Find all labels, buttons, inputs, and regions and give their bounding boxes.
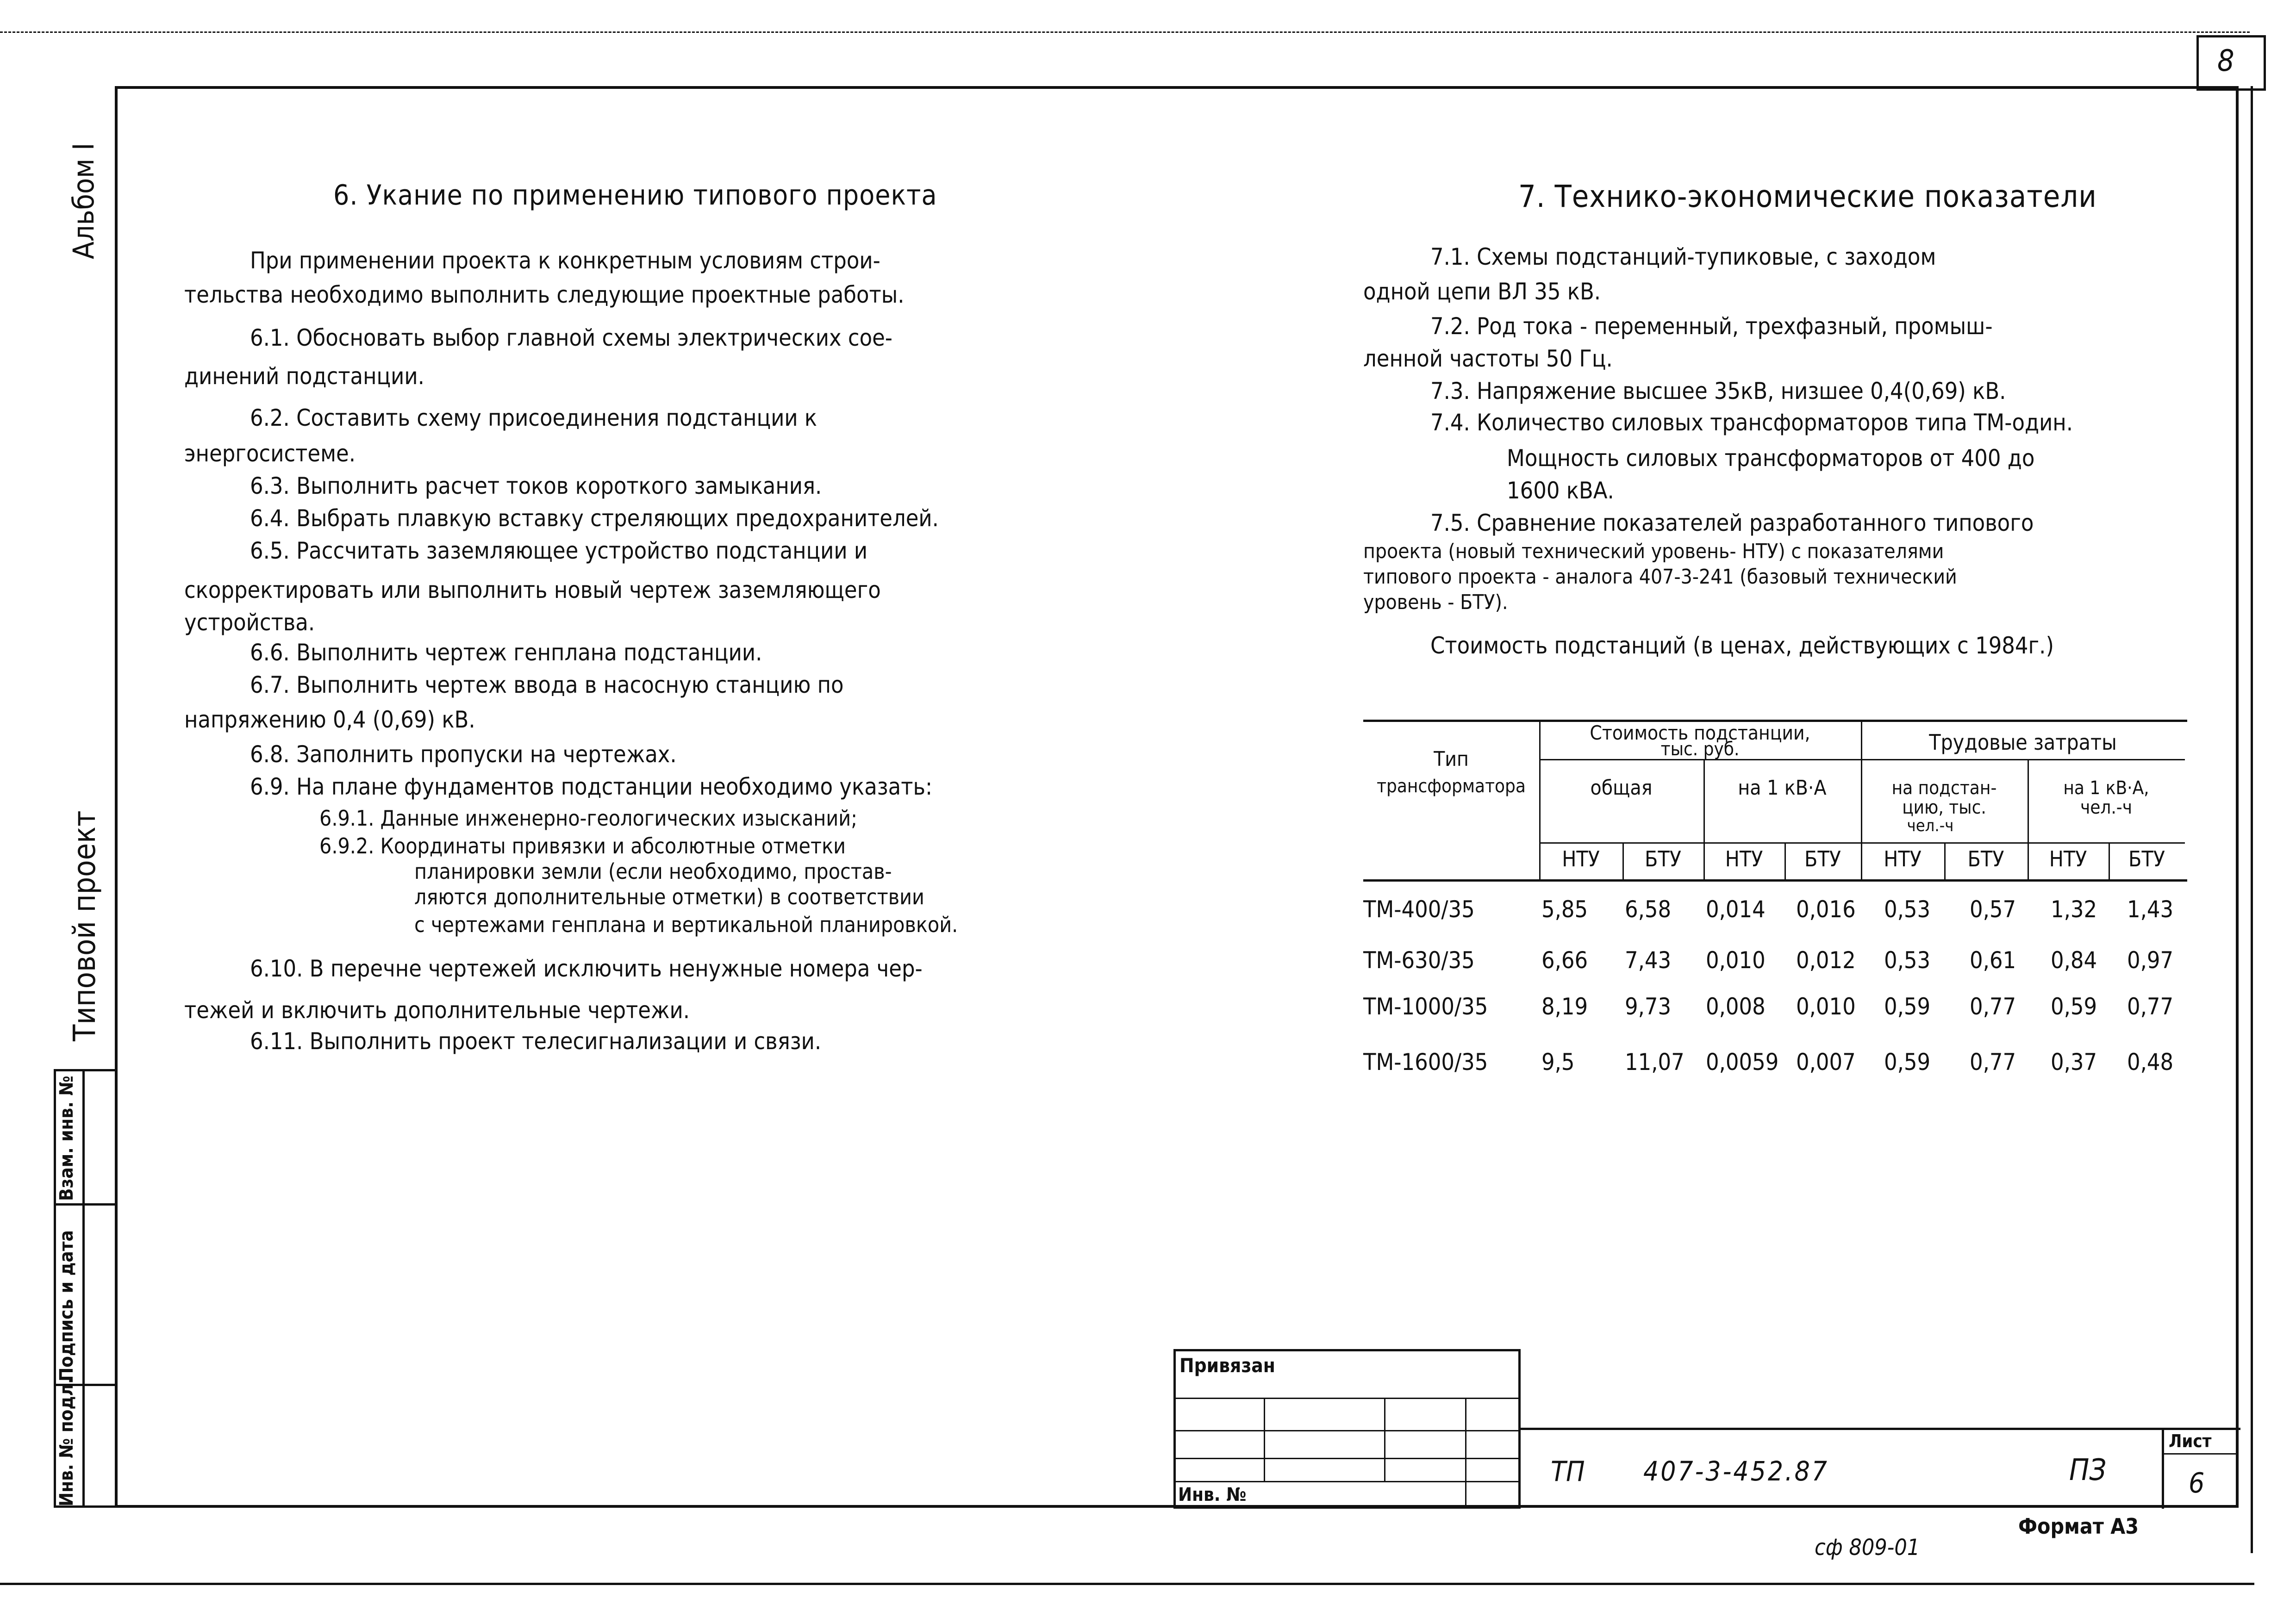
th-cost: Стоимость подстанции, (1590, 721, 1810, 744)
s7-line: Стоимость подстанций (в ценах, действующих с 1984г.) (1430, 632, 2054, 659)
privyazan-row (1173, 1458, 1521, 1459)
cell: 9,5 (1541, 1049, 1575, 1076)
list-label: Лист (2169, 1431, 2212, 1451)
stamp-podpis: Подпись и дата (56, 1230, 77, 1381)
privyazan-col (1384, 1398, 1385, 1481)
th-sub: БТУ (1804, 846, 1841, 871)
cell: 0,77 (1970, 1049, 2016, 1076)
s7-line: 7.2. Род тока - переменный, трехфазный, промыш- (1430, 313, 1993, 340)
s6-line: напряжению 0,4 (0,69) кВ. (184, 706, 475, 733)
s7-line: проекта (новый технический уровень- НТУ) с показателями (1363, 540, 1944, 563)
th-sub: НТУ (1725, 846, 1763, 871)
s6-line: динений подстанции. (184, 363, 424, 390)
row-type: ТМ-400/35 (1363, 896, 1475, 923)
cell: 0,59 (1884, 993, 1931, 1020)
th-sub: БТУ (1645, 846, 1681, 871)
cell: 0,010 (1796, 993, 1856, 1020)
s7-line: ленной частоты 50 Гц. (1363, 345, 1613, 372)
cell: 0,008 (1706, 993, 1766, 1020)
s6-line: При применении проекта к конкретным условиям строи- (250, 247, 880, 274)
cell: 0,014 (1706, 896, 1766, 923)
s6-line: 6.5. Рассчитать заземляющее устройство подстанции и (250, 537, 868, 564)
s6-line: устройства. (184, 609, 315, 636)
s7-line: уровень - БТУ). (1363, 591, 1508, 614)
cell: 7,43 (1625, 947, 1672, 974)
s6-line: 6.9. На плане фундаментов подстанции необходимо указать: (250, 773, 933, 800)
cell: 1,43 (2127, 896, 2174, 923)
cell: 0,007 (1796, 1049, 1856, 1076)
s6-line: тельства необходимо выполнить следующие проектные работы. (184, 281, 905, 308)
list-col (2162, 1428, 2164, 1509)
row-type: ТМ-630/35 (1363, 947, 1475, 974)
s6-line: 6.9.1. Данные инженерно-геологических изысканий; (319, 806, 858, 831)
s6-line: 6.2. Составить схему присоединения подстанции к (250, 404, 817, 431)
page-number: 8 (2217, 44, 2234, 78)
th-type: трансформатора (1377, 776, 1526, 797)
top-cut-line (0, 31, 2250, 33)
s6-line: 6.8. Заполнить пропуски на чертежах. (250, 741, 677, 768)
th-per-sub: цию, тыс. (1902, 797, 1986, 818)
album-label: Альбом I (67, 143, 100, 259)
th-per-kva-labor: на 1 кВ·А, (2063, 777, 2149, 799)
cell: 0,61 (1970, 947, 2016, 974)
s6-line: 6.1. Обосновать выбор главной схемы электрических сое- (250, 324, 893, 351)
bottom-line (0, 1583, 2254, 1585)
list-divider (2162, 1453, 2239, 1455)
th-sub: НТУ (2049, 846, 2087, 871)
cell: 0,57 (1970, 896, 2016, 923)
cell: 6,66 (1541, 947, 1588, 974)
th-per-kva-labor: чел.-ч (2080, 797, 2133, 818)
cell: 0,48 (2127, 1049, 2174, 1076)
pz-label: ПЗ (2069, 1453, 2107, 1487)
cell: 0,37 (2051, 1049, 2097, 1076)
stamp-top-rule (1521, 1428, 2240, 1430)
tp-label: ТП (1551, 1455, 1585, 1488)
privyazan-row (1173, 1398, 1521, 1399)
th-cost: тыс. руб. (1660, 739, 1740, 760)
s6-line: энергосистеме. (184, 440, 356, 467)
s6-line: 6.10. В перечне чертежей исключить ненужные номера чер- (250, 955, 923, 982)
s7-line: 1600 кВА. (1507, 477, 1614, 504)
s6-line: с чертежами генплана и вертикальной планировкой. (414, 912, 958, 937)
cell: 9,73 (1625, 993, 1672, 1020)
right-edge-line (2251, 86, 2253, 1553)
s6-line: скорректировать или выполнить новый чертеж заземляющего (184, 577, 881, 603)
format-label: Формат А3 (2018, 1514, 2139, 1539)
cell: 0,77 (2127, 993, 2174, 1020)
s6-line: ляются дополнительные отметки) в соответствии (414, 884, 924, 909)
cell: 1,32 (2051, 896, 2097, 923)
row-type: ТМ-1000/35 (1363, 993, 1488, 1020)
th-per-sub: чел.-ч (1907, 816, 1954, 835)
cell: 0,59 (1884, 1049, 1931, 1076)
stamp-vzam: Взам. инв. № (56, 1076, 77, 1201)
th-labor: Трудовые затраты (1929, 730, 2117, 755)
table-head-bottom-rule (1363, 879, 2187, 882)
left-stamp-divider (82, 1069, 85, 1508)
cell: 6,58 (1625, 896, 1672, 923)
cell: 0,77 (1970, 993, 2016, 1020)
cell: 0,016 (1796, 896, 1856, 923)
doc-number: 407-3-452.87 (1643, 1455, 1829, 1487)
s6-line: 6.7. Выполнить чертеж ввода в насосную станцию по (250, 672, 844, 698)
s7-line: 7.5. Сравнение показателей разработанного типового (1430, 510, 2034, 536)
cell: 0,53 (1884, 947, 1931, 974)
th-sub: НТУ (1884, 846, 1922, 871)
cell: 0,53 (1884, 896, 1931, 923)
th-per-sub: на подстан- (1891, 777, 1997, 799)
privyazan-col (1465, 1398, 1466, 1509)
cell: 0,59 (2051, 993, 2097, 1020)
stamp-inv-podl: Инв. № подл. (56, 1377, 77, 1506)
th-type: Тип (1434, 747, 1469, 771)
cell: 0,84 (2051, 947, 2097, 974)
left-stamp-row-1 (54, 1203, 115, 1206)
privyazan-label: Привязан (1179, 1354, 1275, 1377)
inv-no-label: Инв. № (1178, 1484, 1247, 1505)
th-total: общая (1590, 776, 1653, 800)
s6-line: 6.6. Выполнить чертеж генплана подстанции. (250, 639, 762, 666)
s7-line: 7.1. Схемы подстанций-тупиковые, с заходом (1430, 243, 1936, 270)
th-sub: НТУ (1562, 846, 1600, 871)
footer-code: сф 809-01 (1815, 1535, 1920, 1561)
s7-line: одной цепи ВЛ 35 кВ. (1363, 278, 1601, 305)
cell: 5,85 (1541, 896, 1588, 923)
cell: 0,0059 (1706, 1049, 1779, 1076)
cell: 0,97 (2127, 947, 2174, 974)
s6-line: тежей и включить дополнительные чертежи. (184, 997, 690, 1024)
th-sub: БТУ (2128, 846, 2165, 871)
section6-title: 6. Укание по применению типового проекта (333, 179, 937, 211)
list-value: 6 (2189, 1467, 2205, 1499)
s7-line: Мощность силовых трансформаторов от 400 до (1507, 445, 2035, 472)
cell: 8,19 (1541, 993, 1588, 1020)
privyazan-row (1173, 1481, 1521, 1482)
s6-line: 6.4. Выбрать плавкую вставку стреляющих предохранителей. (250, 505, 939, 532)
privyazan-row (1173, 1430, 1521, 1431)
th-sub: БТУ (1967, 846, 2004, 871)
th-per-kva: на 1 кВ·А (1738, 776, 1827, 800)
s6-line: планировки земли (если необходимо, простав- (414, 859, 892, 884)
cell: 0,010 (1706, 947, 1766, 974)
s7-line: типового проекта - аналога 407-3-241 (базовый технический (1363, 565, 1957, 589)
cell: 0,012 (1796, 947, 1856, 974)
section7-title: 7. Технико-экономические показатели (1518, 179, 2097, 214)
cell: 11,07 (1625, 1049, 1685, 1076)
project-label: Типовой проект (67, 810, 102, 1041)
s6-line: 6.11. Выполнить проект телесигнализации и связи. (250, 1028, 822, 1055)
row-type: ТМ-1600/35 (1363, 1049, 1488, 1076)
s6-line: 6.3. Выполнить расчет токов короткого замыкания. (250, 473, 822, 499)
s6-line: 6.9.2. Координаты привязки и абсолютные отметки (319, 833, 846, 858)
s7-line: 7.4. Количество силовых трансформаторов типа ТМ-один. (1430, 409, 2073, 436)
privyazan-col (1264, 1398, 1265, 1481)
s7-line: 7.3. Напряжение высшее 35кВ, низшее 0,4(0,69) кВ. (1430, 378, 2006, 404)
